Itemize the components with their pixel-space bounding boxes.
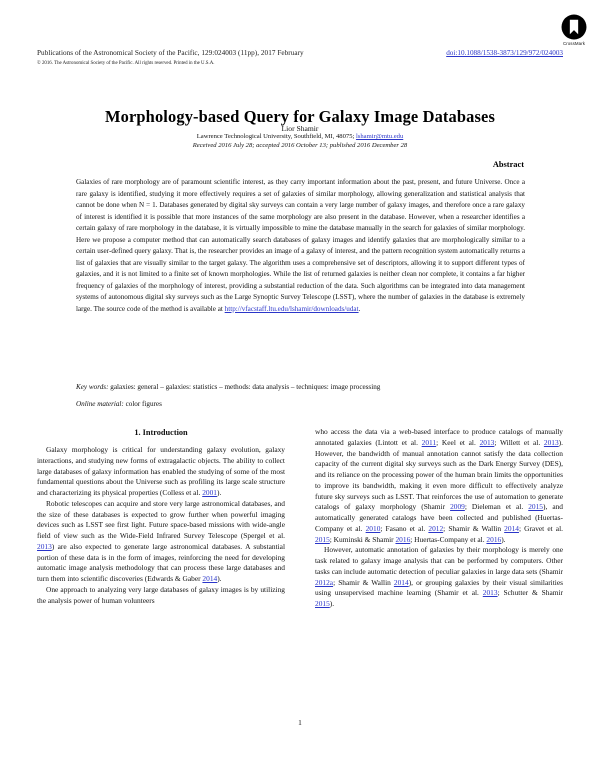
- citation-link[interactable]: 2013: [543, 437, 559, 447]
- citation-link[interactable]: 2009: [450, 502, 465, 512]
- online-material-label: Online material:: [76, 400, 124, 408]
- source-code-url-link[interactable]: http://vfacstaff.ltu.edu/lshamir/downloads/udat: [224, 305, 359, 314]
- citation-link[interactable]: 2015: [315, 599, 330, 608]
- citation-link[interactable]: 2012a: [315, 577, 334, 587]
- section-heading-introduction: 1. Introduction: [134, 428, 188, 437]
- online-material-value: color figures: [123, 400, 162, 408]
- author-email-link[interactable]: lshamir@mtu.edu: [355, 133, 404, 140]
- keywords-label: Key words:: [76, 383, 109, 391]
- masthead: [37, 49, 563, 83]
- body-paragraph: Robotic telescopes can acquire and store very large astronomical databases, and the size of these databases is expected to grow further when powerful imaging devices such as LSST see first light. Future space-based missions with wide-angle field of view such as the Wide-Field Infrared Survey Telescope (Spergel et al. 2013) are also expected to generate large astronomical databases. A substantial portion of these data is in the form of images, reinforcing the need for developing automatic image analysis methodology that can process these large databases and turn them into scientific discoveries (Edwards & Gaber 2014).: [37, 498, 285, 583]
- crossmark-label: CrossMark: [562, 40, 586, 46]
- citation-link[interactable]: 2013: [482, 588, 498, 598]
- left-column: [37, 427, 285, 606]
- body-paragraph: who access the data via a web-based interface to produce catalogs of manually annotated galaxies (Lintott et al. 2011; Keel et al. 2013; Willett et al. 2013). However, the bandwidth of manual annotation cannot satisfy the data collection capacity of the current digital sky surveys such as the Dark Energy Survey (DES), and its reliance on the processing power of the human brain limits the opportunities to improve its bandwidth, making it even more difficult to effectively analyze future sky surveys such as LSST. That reinforces the use of automation to generate catalogs of galaxy morphology (Shamir 2009; Dieleman et al. 2015), and automatically generated catalogs have been collected and published (Huertas-Company et al. 2010; Fasano et al. 2012; Shamir & Wallin 2014; Gravet et al. 2015; Kuminski & Shamir 2016; Huertas-Company et al. 2016).: [315, 427, 563, 544]
- crossmark-icon: [561, 14, 587, 40]
- abstract-text-part-2: .: [358, 305, 361, 314]
- body-columns: [37, 427, 563, 717]
- journal-citation-line: Publications of the Astronomical Society of the Pacific, 129:024003 (11pp), 2017 February: [37, 49, 304, 57]
- page-number: 1: [298, 718, 302, 727]
- citation-link[interactable]: 2014: [202, 574, 218, 583]
- author-affiliation: [40, 133, 560, 140]
- online-material-line: [76, 399, 525, 411]
- left-column-paragraphs: [37, 445, 285, 606]
- keywords-value: galaxies: general – galaxies: statistics – methods: data analysis – techniques: image processing: [108, 383, 381, 391]
- body-paragraph: Galaxy morphology is critical for understanding galaxy evolution, galaxy interactions, and studying new forms of extragalactic objects. The ability to collect large databases of galaxy information has enabled the studying of some of the most fundamental questions about the Universe such as profiling its large scale structure and characterizing its physical properties (Colless et al. 2001).: [37, 445, 285, 497]
- doi-link[interactable]: doi:10.1088/1538-3873/129/972/024003: [446, 49, 563, 57]
- right-column-paragraphs: [315, 427, 563, 610]
- author-name: Lior Shamir: [281, 124, 319, 133]
- body-paragraph: However, automatic annotation of galaxies by their morphology is merely one task related to galaxy image analysis that can be performed by computers. Other tasks can include automatic detection of peculiar galaxies in large data sets (Shamir 2012a; Shamir & Wallin 2014), or grouping galaxies by their visual similarities using unsupervised machine learning (Shamir et al. 2013; Schutter & Shamir 2015).: [315, 545, 563, 608]
- abstract-text-part-1: Galaxies of rare morphology are of paramount scientific interest, as they carry important information about the past, present, and future Universe. Once a rare galaxy is identified, studying it more effectively requires a set of galaxies of similar morphology, allowing generalization and statistical analysis that cannot be done when N = 1. Databases generated by digital sky surveys can contain a very large number of galaxy images, and therefore once a rare galaxy of interest is identified it is possible that more instances of the same morphology are also present in the database. However, when a researcher identifies a certain galaxy of rare morphology in the database, it is virtually impossible to mine the database manually in the search for galaxies of similar morphology. Here we propose a computer method that can automatically search databases of galaxy images and identify galaxies that are morphologically similar to a certain user-defined query galaxy. That is, the researcher provides an image of a galaxy of interest, and the pattern recognition system automatically returns a list of galaxies that are visually similar to the target galaxy. The algorithm uses a comprehensive set of descriptors, allowing it to support different types of galaxies, and it is not limited to a finite set of known morphologies. While the list of returned galaxies is neither clean nor complete, it contains a far higher frequency of galaxies of the morphology of interest, providing a substantial reduction of the data. Such algorithms can be integrated into data management systems of autonomous digital sky surveys such as the Large Synoptic Survey Telescope (LSST), where the number of galaxies in the database is extremely large. The source code of the method is available at: [76, 178, 525, 314]
- page-title: Morphology-based Query for Galaxy Image Databases: [105, 106, 495, 126]
- citation-link[interactable]: 2015: [528, 502, 543, 512]
- citation-link[interactable]: 2014: [504, 523, 519, 533]
- crossmark-badge[interactable]: [554, 14, 594, 46]
- citation-link[interactable]: 2012: [428, 523, 444, 533]
- keywords-line: [76, 382, 525, 394]
- citation-link[interactable]: 2013: [479, 437, 495, 447]
- abstract-heading: Abstract: [492, 160, 524, 169]
- copyright-line: © 2016. The Astronomical Society of the Pacific. All rights reserved. Printed in the U.S.A.: [37, 61, 215, 66]
- right-column: [315, 427, 563, 610]
- body-paragraph: One approach to analyzing very large databases of galaxy images is by utilizing the analysis power of human volunteers: [37, 584, 285, 605]
- abstract-body: [76, 177, 525, 316]
- citation-link[interactable]: 2011: [421, 437, 437, 447]
- citation-link[interactable]: 2016: [486, 534, 502, 544]
- citation-link[interactable]: 2013: [37, 541, 52, 551]
- citation-link[interactable]: 2010: [365, 523, 381, 533]
- citation-link[interactable]: 2014: [393, 577, 409, 587]
- publication-dates: Received 2016 July 28; accepted 2016 October 13; published 2016 December 28: [192, 142, 408, 149]
- citation-link[interactable]: 2001: [202, 488, 217, 497]
- citation-link[interactable]: 2016: [395, 534, 411, 544]
- citation-link[interactable]: 2015: [315, 534, 330, 544]
- affiliation-text: Lawrence Technological University, Southfield, MI, 48075;: [196, 133, 356, 140]
